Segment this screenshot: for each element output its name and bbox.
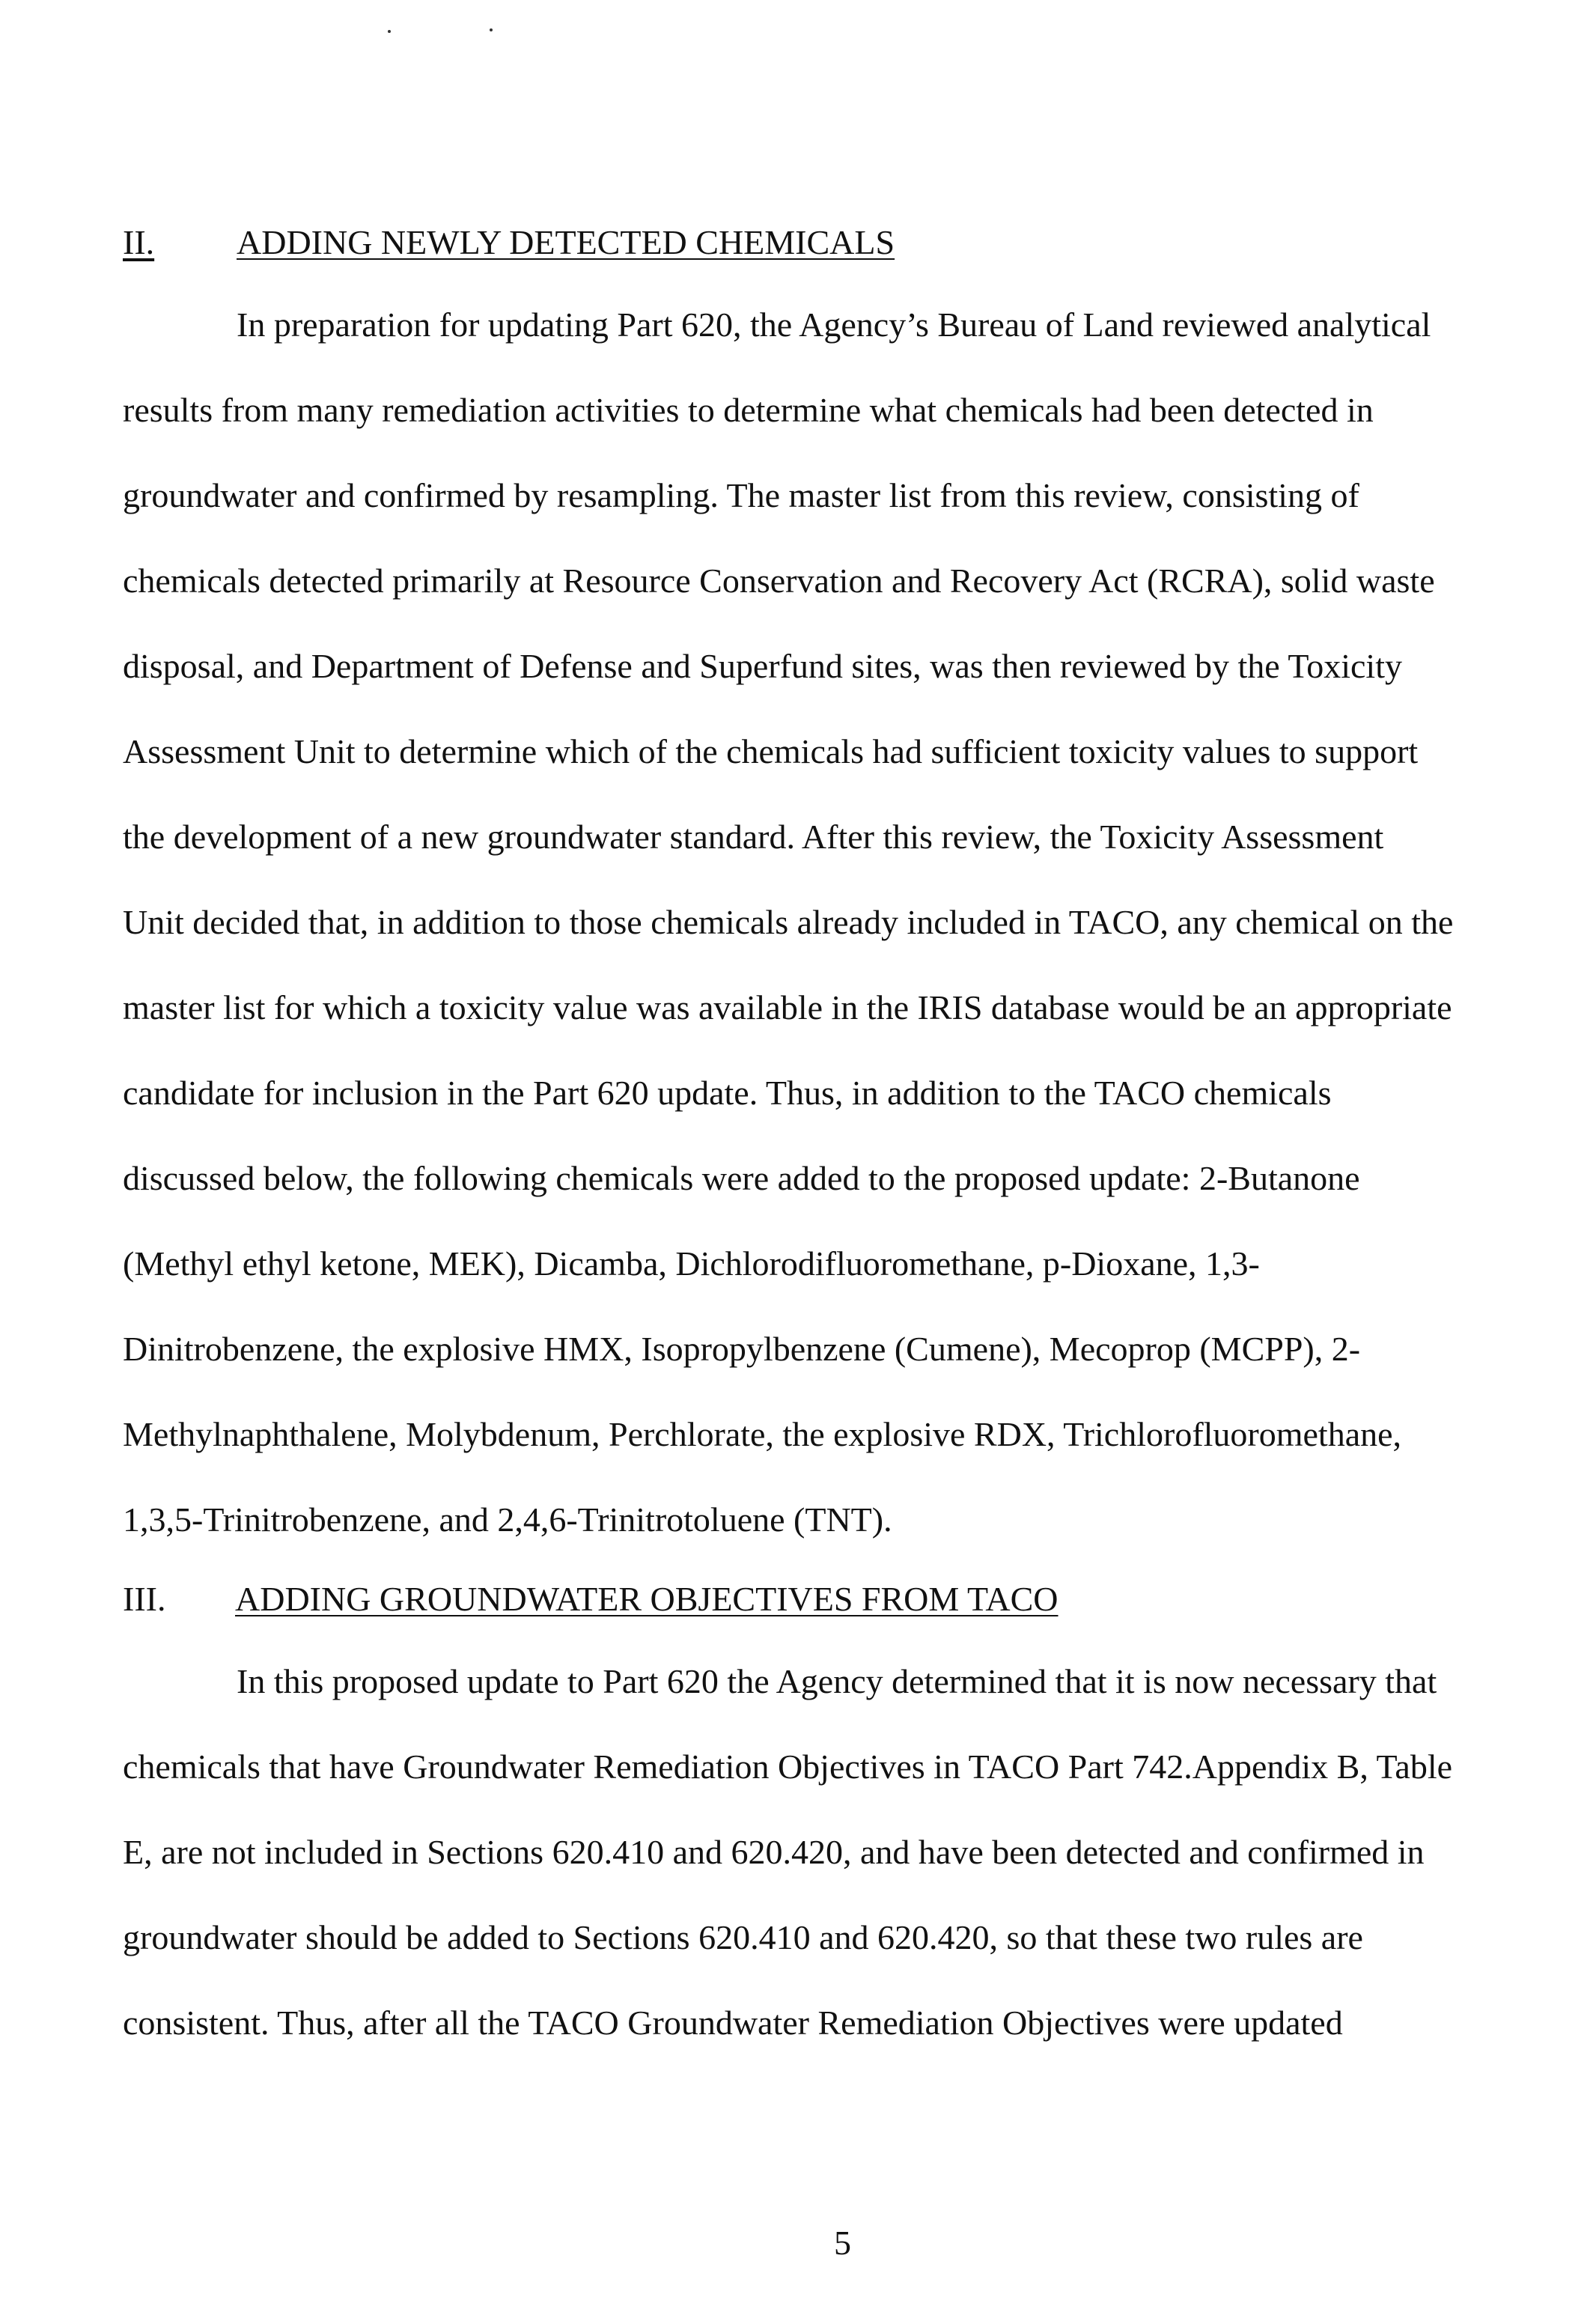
paragraph-line: In this proposed update to Part 620 the Agency determined that it is now necessary that [237,1662,1437,1700]
paragraph-line: groundwater and confirmed by resampling. The master list from this review, consisting of [123,476,1359,514]
scan-speck [490,28,493,31]
section-2-number: II. [123,223,155,261]
paragraph-line: chemicals that have Groundwater Remediation Objectives in TACO Part 742.Appendix B, Table [123,1747,1453,1786]
paragraph-line: results from many remediation activities to determine what chemicals had been detected in [123,391,1374,429]
paragraph-line: chemicals detected primarily at Resource Conservation and Recovery Act (RCRA), solid waste [123,562,1435,600]
paragraph-line: disposal, and Department of Defense and Superfund sites, was then reviewed by the Toxicity [123,647,1402,685]
paragraph-line: master list for which a toxicity value was available in the IRIS database would be an appropriate [123,988,1452,1026]
section-3-number: III. [123,1580,166,1618]
paragraph-line: groundwater should be added to Sections 620.410 and 620.420, so that these two rules are [123,1918,1363,1956]
paragraph-line: In preparation for updating Part 620, the Agency’s Bureau of Land reviewed analytical [237,305,1431,344]
page-number: 5 [834,2224,851,2262]
section-3-title: ADDING GROUNDWATER OBJECTIVES FROM TACO [235,1580,1059,1618]
paragraph-line: the development of a new groundwater standard. After this review, the Toxicity Assessment [123,818,1384,856]
paragraph-line: Unit decided that, in addition to those chemicals already included in TACO, any chemical on the [123,903,1454,941]
paragraph-line: E, are not included in Sections 620.410 and 620.420, and have been detected and confirmed in [123,1833,1425,1871]
paragraph-line: discussed below, the following chemicals were added to the proposed update: 2-Butanone [123,1159,1360,1197]
paragraph-line: consistent. Thus, after all the TACO Groundwater Remediation Objectives were updated [123,2004,1343,2042]
paragraph-line: Assessment Unit to determine which of the chemicals had sufficient toxicity values to support [123,732,1419,770]
paragraph-line: Dinitrobenzene, the explosive HMX, Isopropylbenzene (Cumene), Mecoprop (MCPP), 2- [123,1330,1361,1368]
paragraph-line: (Methyl ethyl ketone, MEK), Dicamba, Dichlorodifluoromethane, p-Dioxane, 1,3- [123,1244,1260,1283]
paragraph-line: candidate for inclusion in the Part 620 update. Thus, in addition to the TACO chemicals [123,1074,1332,1112]
scan-speck [388,30,391,33]
section-2-title: ADDING NEWLY DETECTED CHEMICALS [237,223,895,261]
paragraph-line: 1,3,5-Trinitrobenzene, and 2,4,6-Trinitrotoluene (TNT). [123,1500,892,1539]
paragraph-line: Methylnaphthalene, Molybdenum, Perchlorate, the explosive RDX, Trichlorofluoromethane, [123,1415,1402,1453]
